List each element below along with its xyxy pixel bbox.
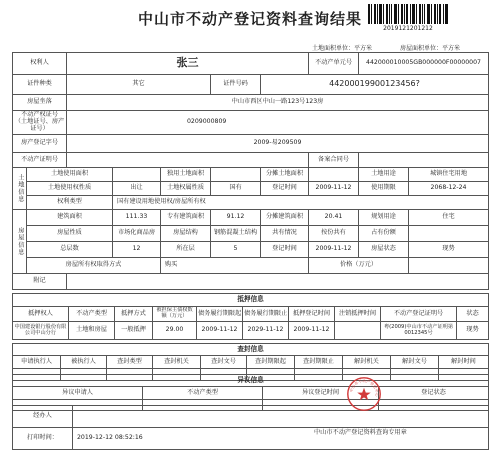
seizure-header: 被执行人 (61, 356, 107, 369)
mortgage-cell: 一般抵押 (115, 322, 153, 340)
acquire-method-value: 购买 (161, 258, 309, 274)
objection-header-row (13, 387, 489, 400)
house-cell: 市场化商品房 (113, 226, 161, 242)
mortgage-header: 债务履行期限起 (197, 307, 243, 322)
land-cell (113, 168, 161, 182)
seizure-header: 查封文号 (201, 356, 247, 369)
seizure-header-row (13, 356, 489, 369)
house-section-label: 房屋信息 (13, 210, 27, 274)
seizure-header: 查封期限止 (295, 356, 343, 369)
house-cell: 现势 (409, 242, 489, 258)
acquire-method-label: 房屋所有权取得方式 (27, 258, 161, 274)
note-value (67, 274, 489, 290)
land-row-3 (13, 196, 489, 210)
mortgage-cell: 2029-11-12 (243, 322, 289, 340)
house-cell: 建筑面积 (27, 210, 113, 226)
seizure-header: 解封机关 (343, 356, 391, 369)
property-cert-label (13, 111, 67, 135)
land-cell: 登记时间 (261, 182, 309, 196)
handler-value (73, 406, 489, 428)
objection-header: 异议登记时间 (263, 387, 379, 400)
house-cell: 2009-11-12 (309, 242, 359, 258)
mortgage-cell: 中国建设银行股份有限公司中山分行 (13, 322, 69, 340)
house-cell: 住宅 (409, 210, 489, 226)
mortgage-header: 不动产登记证明号 (381, 307, 457, 322)
mortgage-cell: 现势 (457, 322, 489, 340)
mortgage-header: 抵押登记时间 (289, 307, 335, 322)
owner-row (13, 53, 489, 75)
seizure-section-title: 查封信息 (13, 344, 489, 356)
property-cert-row (13, 111, 489, 135)
house-reg-row (13, 135, 489, 153)
land-cell: 2068-12-24 (409, 182, 489, 196)
mortgage-header: 状态 (457, 307, 489, 322)
house-cell (409, 226, 489, 242)
pcert-label: 不动产证明号 (13, 153, 67, 168)
house-reg-label: 房产登记字号 (13, 135, 67, 153)
mortgage-header: 注销抵押时间 (335, 307, 381, 322)
land-area-unit: 土地面积单位：平方米 (312, 45, 373, 52)
mortgage-header: 不动产类型 (69, 307, 115, 322)
land-cell: 使用期限 (359, 182, 409, 196)
location-label: 房屋坐落 (13, 95, 67, 111)
objection-header: 不动产类型 (143, 387, 263, 400)
house-cell: 规划用途 (359, 210, 409, 226)
house-row-1 (13, 210, 489, 226)
land-cell: 2009-11-12 (309, 182, 359, 196)
land-row-1 (13, 168, 489, 182)
house-cell: 111.33 (113, 210, 161, 226)
land-cell: 出让 (113, 182, 161, 196)
seizure-header: 解封文号 (391, 356, 439, 369)
seizure-header: 查封类型 (107, 356, 153, 369)
house-cell: 20.41 (309, 210, 359, 226)
property-cert-label-2: （土地证号、房产证号） (14, 118, 65, 132)
mortgage-section-title: 抵押信息 (13, 294, 489, 307)
house-area-unit: 房屋面积单位：平方米 (400, 45, 461, 52)
house-cell: 房屋结构 (161, 226, 211, 242)
mortgage-header: 抵押方式 (115, 307, 153, 322)
objection-section-title: 异议信息 (13, 375, 489, 387)
location-value: 中山市西区中山一路123号123房 (67, 95, 489, 111)
land-section-label: 土地信息 (13, 168, 27, 210)
land-cell: 城镇住宅用地 (409, 168, 489, 182)
land-cell: 土地权属性质 (161, 182, 211, 196)
price-label: 价格（万元） (309, 258, 409, 274)
mortgage-cell: 2009-11-12 (289, 322, 335, 340)
house-cell: 占有份额 (359, 226, 409, 242)
owner-value: 张三 (67, 53, 309, 75)
house-cell: 按份共有 (309, 226, 359, 242)
filing-contract-label: 备案合同号 (309, 153, 359, 168)
price-value (409, 258, 489, 274)
handler-label: 经办人 (13, 406, 73, 428)
cert-type-label: 证件种类 (13, 75, 67, 95)
print-time-label: 打印时间： (13, 428, 73, 450)
cert-no-value: 44200019900123456? (261, 75, 489, 95)
house-cell: 钢筋混凝土结构 (211, 226, 261, 242)
unit-no-value: 442000010005GB000000F00000007 (359, 53, 489, 75)
house-reg-value: 2009-易209509 (67, 135, 489, 153)
official-seal-icon (346, 376, 382, 412)
pcert-value (67, 153, 309, 168)
land-cell: 国有 (211, 182, 261, 196)
right-type-label: 权利类型 (27, 196, 113, 210)
house-cell: 房屋性质 (27, 226, 113, 242)
property-cert-label-1: 不动产权证号 (20, 111, 59, 119)
objection-header: 登记状态 (379, 387, 489, 400)
seizure-header: 解封时间 (439, 356, 489, 369)
mortgage-header: 抵押权人 (13, 307, 69, 322)
seizure-header: 查封期限起 (247, 356, 295, 369)
house-cell: 12 (113, 242, 161, 258)
cert-no-label: 证件号码 (211, 75, 261, 95)
barcode-number: 2019121201212 (383, 25, 433, 32)
house-row-3 (13, 242, 489, 258)
filing-contract-value (359, 153, 489, 168)
cert-type-value: 其它 (67, 75, 211, 95)
note-row (13, 274, 489, 290)
house-row-2 (13, 226, 489, 242)
house-cell: 总层数 (27, 242, 113, 258)
house-cell: 登记时间 (261, 242, 309, 258)
location-row (13, 95, 489, 111)
house-cell: 专有建筑面积 (161, 210, 211, 226)
mortgage-cell: 土地和房屋 (69, 322, 115, 340)
land-cell: 土地用途 (359, 168, 409, 182)
table-row (13, 322, 489, 340)
house-cell: 共有情况 (261, 226, 309, 242)
land-cell (211, 168, 261, 182)
owner-label: 权利人 (13, 53, 67, 75)
house-cell: 所在层 (161, 242, 211, 258)
page-title: 中山市不动产登记资料查询结果 (137, 10, 362, 28)
house-cell: 91.12 (211, 210, 261, 226)
mortgage-cell (335, 322, 381, 340)
land-cell (309, 168, 359, 182)
mortgage-cell: 粤(2009)中山市不动产证明第0012345号 (381, 322, 457, 340)
mortgage-cell: 29.00 (153, 322, 197, 340)
seizure-header: 查封机关 (153, 356, 201, 369)
land-cell: 土地使用面积 (27, 168, 113, 182)
seizure-header: 申请执行人 (13, 356, 61, 369)
pcert-row (13, 153, 489, 168)
mortgage-header: 债务履行期限止 (243, 307, 289, 322)
mortgage-cell: 2009-11-12 (197, 322, 243, 340)
stamp-caption: 中山市不动产登记资料查询专用章 (314, 429, 407, 436)
svg-text:中山市不动产登记中心: 中山市不动产登记中心 (349, 379, 379, 397)
note-label: 附记 (13, 274, 67, 290)
land-cell: 土地使用权性质 (27, 182, 113, 196)
objection-header: 异议申请人 (13, 387, 143, 400)
mortgage-header-row (13, 307, 489, 322)
house-cell: 房屋状态 (359, 242, 409, 258)
unit-no-label: 不动产单元号 (309, 53, 359, 75)
mortgage-header: 被担保主债权数额（万元） (153, 307, 197, 322)
land-cell: 独用土地面积 (161, 168, 211, 182)
land-row-2 (13, 182, 489, 196)
property-cert-value: 0209000809 (67, 111, 489, 135)
right-type-value: 国有建设用地使用权/房屋所有权 (113, 196, 489, 210)
house-cell: 分摊建筑面积 (261, 210, 309, 226)
house-cell: 5 (211, 242, 261, 258)
barcode (368, 4, 448, 24)
house-row-4 (13, 258, 489, 274)
cert-row (13, 75, 489, 95)
land-cell: 分摊土地面积 (261, 168, 309, 182)
print-time-value: 2019-12-12 08:52:16 (73, 428, 489, 450)
